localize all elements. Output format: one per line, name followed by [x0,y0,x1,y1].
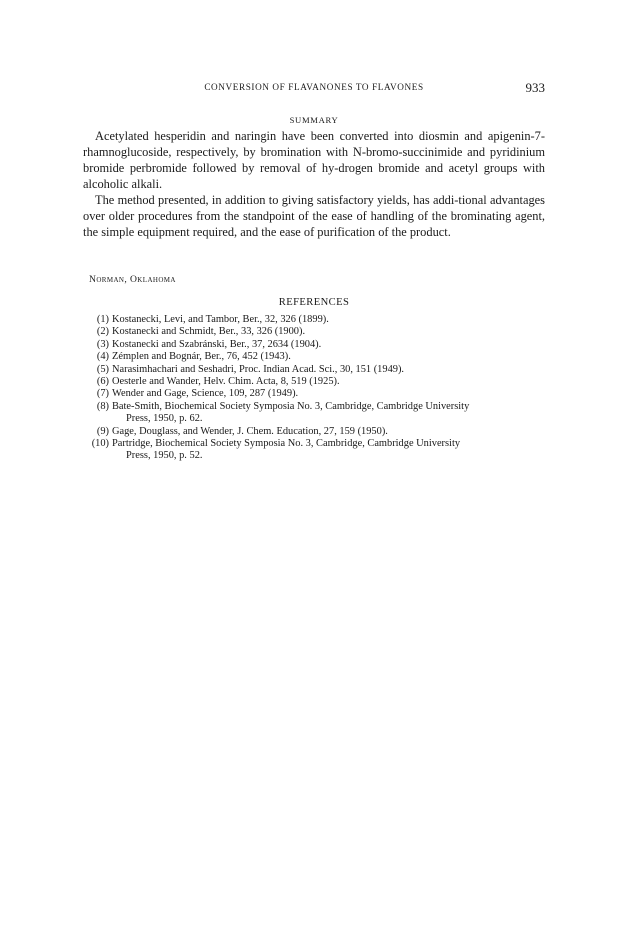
reference-item [83,339,551,351]
reference-text: Bate-Smith, Biochemical Society Symposia No. 3, Cambridge, Cambridge University [112,400,470,412]
reference-number: (6) [96,376,109,388]
reference-continuation: Press, 1950, p. 62. [126,413,203,425]
reference-number: (10) [91,438,109,450]
reference-item [83,438,551,463]
reference-item [83,351,551,363]
reference-continuation: Press, 1950, p. 52. [126,450,203,462]
reference-text: Partridge, Biochemical Society Symposia No. 3, Cambridge, Cambridge University [112,438,461,450]
reference-item [83,376,551,388]
reference-text: Gage, Douglass, and Wender, J. Chem. Education, 27, 159 (1950). [112,425,388,437]
reference-number: (5) [96,363,109,375]
reference-item [83,388,551,400]
reference-number: (9) [96,425,109,437]
reference-item [83,426,551,438]
summary-heading: SUMMARY [289,115,339,125]
running-title: CONVERSION OF FLAVANONES TO FLAVONES [204,82,424,92]
reference-text: Oesterle and Wander, Helv. Chim. Acta, 8, 519 (1925). [112,376,340,388]
summary-paragraph: The method presented, in addition to giving satisfactory yields, has addi-tional advantages over older procedures from the standpoint of the ease of handling of the brominating agent, the simple equipment required, and the ease of purification of the product. [83,193,545,239]
author-location: Norman, Oklahoma [89,274,176,285]
reference-text: Narasimhachari and Seshadri, Proc. Indian Acad. Sci., 30, 151 (1949). [112,363,405,375]
running-head [83,80,545,96]
reference-number: (4) [96,351,109,363]
reference-item [83,326,551,338]
reference-text: Kostanecki and Szabránski, Ber., 37, 2634 (1904). [112,338,322,350]
reference-item [83,314,551,326]
reference-text: Zémplen and Bognár, Ber., 76, 452 (1943). [112,351,291,363]
reference-item [83,364,551,376]
reference-number: (2) [96,326,109,338]
reference-number: (7) [96,388,109,400]
reference-number: (1) [96,314,109,325]
page-number: 933 [525,80,545,95]
summary-paragraph: Acetylated hesperidin and naringin have been converted into diosmin and apigenin-7-rhamnoglucoside, respectively, by bromination with N-bromo-succinimide and pyridinium bromide perbromide followed by removal of hy-drogen bromide and acetyl groups with alcoholic alkali. [83,129,545,191]
reference-text: Kostanecki and Schmidt, Ber., 33, 326 (1900). [112,326,306,338]
reference-number: (3) [96,338,109,350]
summary-body [83,128,545,240]
reference-item [83,401,551,426]
reference-text: Wender and Gage, Science, 109, 287 (1949). [112,388,299,400]
reference-text: Kostanecki, Levi, and Tambor, Ber., 32, 326 (1899). [112,314,329,325]
references-list [83,314,551,463]
references-heading: REFERENCES [278,297,350,308]
reference-number: (8) [96,400,109,412]
